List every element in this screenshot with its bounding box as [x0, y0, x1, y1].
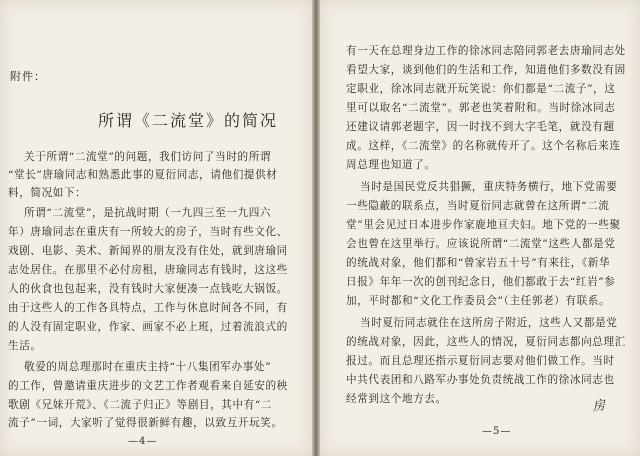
- document-title: 所谓《二流堂》的简况: [98, 111, 279, 130]
- body-line: 由于这些人的工作各具特点，工作与休息时间各不同，有: [8, 302, 288, 314]
- body-line: 当时是国民党反共猖獗，重庆特务横行，地下党需要: [360, 181, 618, 193]
- body-line: 加，平时都和“文化工作委员会”（主任郭老）有联系。: [346, 295, 611, 307]
- body-line: 人的伙食也包起来，没有钱时大家便凑一点钱吃大锅饭。: [8, 283, 288, 295]
- body-line: 志处居住。在那里不必付房租，唐瑜同志有钱时，这这些: [8, 264, 288, 276]
- page-number: —4—: [128, 436, 158, 447]
- body-line: 料，简况如下：: [8, 187, 87, 199]
- handwritten-signature: 房: [591, 398, 607, 415]
- body-line: 年）唐瑜同志在重庆有一所较大的房子，当时有些文化、: [8, 226, 288, 238]
- body-line: 日报》年年一次的创刊纪念日，他们都敢于去“红岩”参: [346, 276, 616, 288]
- attachment-label: 附件：: [10, 70, 46, 83]
- body-line: 所谓“二流堂”，是抗战时期（一九四三至一九四六: [24, 207, 272, 219]
- body-line: 还建议请郭老题字，因一时找不到大字毛笔，就没有题: [346, 121, 615, 133]
- body-line: 里可以取名“二流堂”。郭老也笑着附和。当时徐冰同志: [346, 102, 616, 114]
- body-line: 一些隐蔽的联系点，当时夏衍同志就曾在这所谓“二流: [346, 200, 610, 212]
- body-line: “堂长”唐瑜同志和熟悉此事的夏衍同志，请他们提供材: [8, 169, 278, 181]
- book-gutter: [312, 0, 320, 456]
- body-line: 经常到这个地方去。: [346, 393, 447, 405]
- body-line: 歌剧《兄妹开荒》、《二流子归正》等剧目，其中有“二: [8, 399, 273, 411]
- body-line: 流子”一词，大家听了觉得很新鲜有趣，以致互开玩笑。: [8, 417, 283, 429]
- page-number: —5—: [482, 426, 512, 437]
- body-line: 生活。: [8, 340, 42, 352]
- body-line: 成。这样，《二流堂》的名称就传开了。这个名称后来连: [346, 140, 621, 152]
- body-line: 定职业，徐冰同志就开玩笑说：你们都是“二流子”，这: [346, 83, 616, 95]
- body-line: 中共代表团和八路军办事处负责统战工作的徐冰同志也: [346, 374, 615, 386]
- body-line: 的人没有固定职业，作家、画家不必上班，过着流浪式的: [8, 321, 288, 333]
- body-line: 当时夏衍同志就住在这所房子附近，这些人又都是党: [360, 317, 618, 329]
- body-line: 的统战对象，他们都和“曾家岩五十号”有来往，《新华: [346, 257, 611, 269]
- body-line: 堂”里会见过日本进步作家鹿地亘夫妇。地下党的一些聚: [346, 219, 621, 231]
- body-line: 戏剧、电影、美术、新闻界的朋友没有住处，就到唐瑜同: [8, 245, 288, 257]
- body-line: 报过。而且总理还指示夏衍同志要对他们做工作。当时: [346, 355, 615, 367]
- body-line: 周总理也知道了。: [346, 159, 436, 171]
- body-line: 的统战对象，因此，这些人的情况，夏衍同志都向总理汇: [346, 336, 626, 348]
- body-line: 有一天在总理身边工作的徐冰同志陪同郭老去唐瑜同志处: [346, 45, 626, 57]
- body-line: 敬爱的周总理那时在重庆主持“十八集团军办事处”: [24, 361, 272, 373]
- body-line: 看望大家，谈到他们的生活和工作，知道他们多数没有固: [346, 64, 626, 76]
- body-line: 关于所谓“二流堂”的问题，我们访问了当时的所谓: [24, 151, 272, 163]
- body-line: 的工作，曾邀请重庆进步的文艺工作者观看来自延安的秧: [8, 380, 288, 392]
- right-page: [320, 0, 640, 456]
- left-page: [0, 0, 312, 456]
- body-line: 会也曾在这里举行。应该说所谓“二流堂”这些人都是党: [346, 238, 616, 250]
